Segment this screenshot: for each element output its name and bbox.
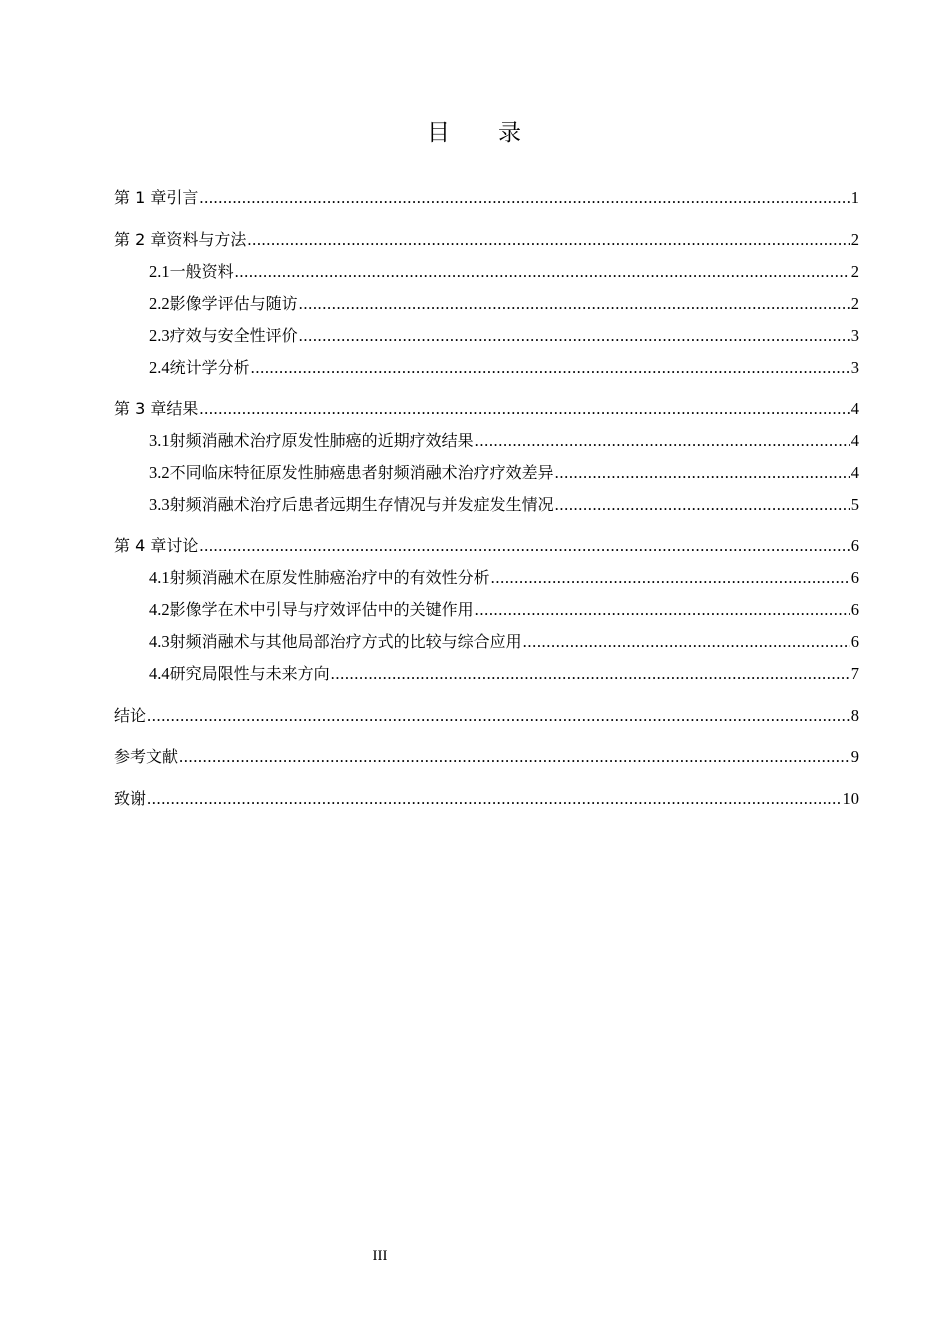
- toc-entry-page: 6: [850, 632, 859, 651]
- toc-entry-page: 6: [850, 568, 859, 587]
- toc-entry-number: 2.3: [149, 326, 170, 345]
- toc-entry-label: 射频消融术治疗后患者远期生存情况与并发症发生情况: [169, 495, 554, 514]
- toc-entry-label: 讨论: [166, 536, 199, 555]
- toc-entry-chapter-4[interactable]: [114, 533, 859, 557]
- toc-entry-page: 5: [850, 495, 859, 514]
- toc-entry-page: 6: [850, 600, 859, 619]
- toc-entry-section-2-3[interactable]: [149, 323, 859, 347]
- dot-leader: [475, 431, 850, 451]
- toc-entry-page: 2: [850, 262, 859, 281]
- toc-entry-section-4-4[interactable]: [149, 661, 859, 685]
- toc-entry-number: 4.1: [149, 568, 170, 587]
- toc-entry-section-4-3[interactable]: [149, 629, 859, 653]
- toc-entry-label: 结果: [166, 399, 199, 418]
- dot-leader: [331, 664, 850, 684]
- toc-entry-number: 第 4 章: [114, 536, 167, 555]
- dot-leader: [299, 294, 850, 314]
- toc-title-char-1: 目: [427, 120, 452, 146]
- toc-entry-page: 1: [850, 188, 859, 207]
- toc-entry-page: 8: [850, 706, 859, 725]
- dot-leader: [523, 632, 850, 652]
- toc-entry-page: 4: [850, 463, 859, 482]
- dot-leader: [147, 706, 850, 726]
- toc-entry-chapter-2[interactable]: [114, 227, 859, 251]
- toc-entry-label: 射频消融术与其他局部治疗方式的比较与综合应用: [169, 632, 522, 651]
- toc-entry-page: 7: [850, 664, 859, 683]
- toc-entry-label: 射频消融术治疗原发性肺癌的近期疗效结果: [169, 431, 474, 450]
- toc-entry-section-3-1[interactable]: [149, 428, 859, 452]
- toc-entry-number: 4.2: [149, 600, 170, 619]
- toc-entry-label: 不同临床特征原发性肺癌患者射频消融术治疗疗效差异: [169, 463, 554, 482]
- dot-leader: [251, 358, 850, 378]
- toc-entry-number: 3.2: [149, 463, 170, 482]
- dot-leader: [235, 262, 850, 282]
- toc-entry-page: 9: [850, 747, 859, 766]
- toc-entry-conclusion[interactable]: [114, 703, 859, 727]
- toc-entry-label: 影像学评估与随访: [169, 294, 298, 313]
- toc-entry-section-2-1[interactable]: [149, 259, 859, 283]
- toc-entry-number: 第 2 章: [114, 230, 167, 249]
- toc-entry-label: 疗效与安全性评价: [169, 326, 298, 345]
- dot-leader: [247, 230, 849, 250]
- toc-entry-page: 3: [850, 358, 859, 377]
- toc-entry-page: 10: [842, 789, 859, 808]
- toc-entry-section-3-2[interactable]: [149, 460, 859, 484]
- toc-entry-label: 一般资料: [169, 262, 234, 281]
- page-number-footer: III: [372, 1248, 388, 1264]
- dot-leader: [555, 495, 850, 515]
- toc-entry-chapter-1[interactable]: [114, 185, 859, 209]
- toc-entry-label: 资料与方法: [166, 230, 247, 249]
- toc-entry-number: 4.3: [149, 632, 170, 651]
- toc-entry-number: 2.4: [149, 358, 170, 377]
- toc-title: [0, 114, 950, 147]
- toc-entry-number: 3.3: [149, 495, 170, 514]
- toc-entry-page: 6: [850, 536, 859, 555]
- toc-title-char-2: 录: [498, 120, 523, 146]
- toc-entry-label: 致谢: [114, 789, 147, 808]
- dot-leader: [199, 399, 849, 419]
- toc-entry-label: 结论: [114, 706, 147, 725]
- toc-entry-page: 4: [850, 431, 859, 450]
- dot-leader: [147, 789, 841, 809]
- toc-entry-number: 第 1 章: [114, 188, 167, 207]
- toc-entry-label: 研究局限性与未来方向: [169, 664, 330, 683]
- dot-leader: [299, 326, 850, 346]
- dot-leader: [475, 600, 850, 620]
- toc-entry-chapter-3[interactable]: [114, 396, 859, 420]
- toc-entry-page: 2: [850, 294, 859, 313]
- toc-entry-page: 4: [850, 399, 859, 418]
- toc-entry-label: 射频消融术在原发性肺癌治疗中的有效性分析: [169, 568, 490, 587]
- toc-entry-number: 2.1: [149, 262, 170, 281]
- dot-leader: [199, 188, 849, 208]
- dot-leader: [179, 747, 850, 767]
- toc-entry-number: 4.4: [149, 664, 170, 683]
- toc-entry-section-4-1[interactable]: [149, 565, 859, 589]
- dot-leader: [491, 568, 850, 588]
- toc-entry-number: 2.2: [149, 294, 170, 313]
- toc-entry-label: 统计学分析: [169, 358, 250, 377]
- dot-leader: [555, 463, 850, 483]
- toc-entry-references[interactable]: [114, 744, 859, 768]
- toc-entry-number: 3.1: [149, 431, 170, 450]
- toc-entry-page: 2: [850, 230, 859, 249]
- toc-entry-section-4-2[interactable]: [149, 597, 859, 621]
- toc-entry-page: 3: [850, 326, 859, 345]
- dot-leader: [199, 536, 849, 556]
- toc-entry-label: 影像学在术中引导与疗效评估中的关键作用: [169, 600, 474, 619]
- toc-entry-acknowledgements[interactable]: [114, 786, 859, 810]
- toc-entry-section-3-3[interactable]: [149, 492, 859, 516]
- toc-entry-section-2-4[interactable]: [149, 355, 859, 379]
- toc-entry-number: 第 3 章: [114, 399, 167, 418]
- toc-entry-label: 引言: [166, 188, 199, 207]
- toc-entry-section-2-2[interactable]: [149, 291, 859, 315]
- toc-entry-label: 参考文献: [114, 747, 179, 766]
